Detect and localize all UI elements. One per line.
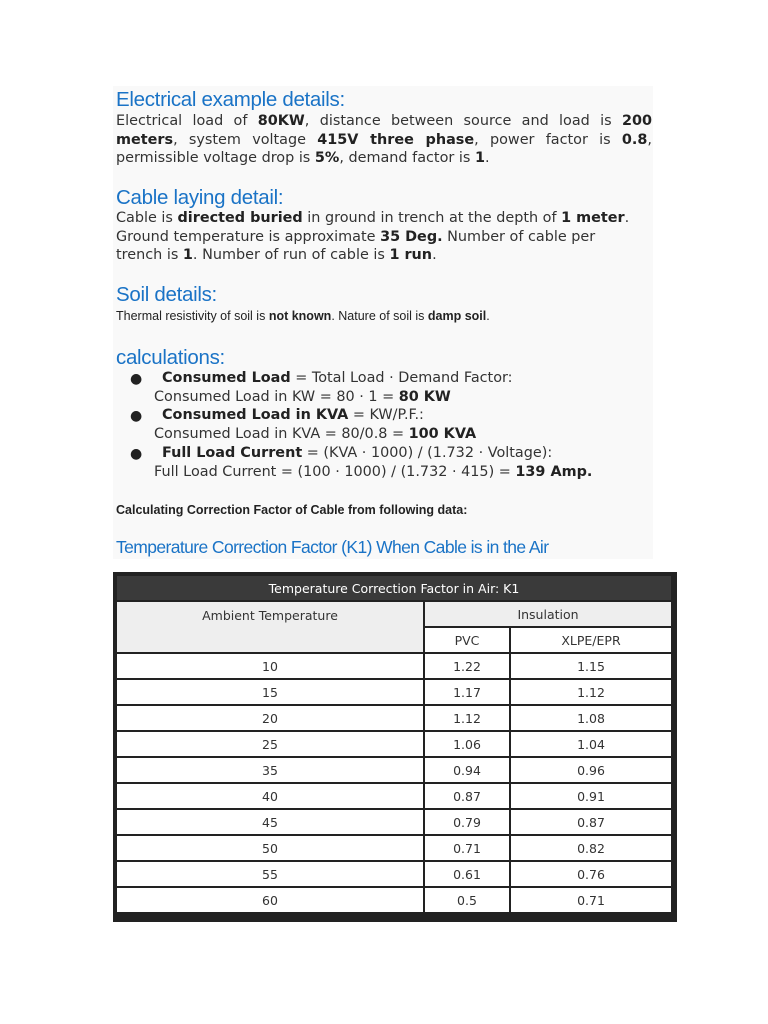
calc-item-3-line2 bbox=[154, 464, 592, 480]
table-row bbox=[117, 706, 671, 730]
bold-text: 415V three phase bbox=[317, 131, 475, 148]
bold-text: 80 KW bbox=[398, 389, 451, 405]
column-header-insulation: Insulation bbox=[425, 602, 671, 626]
bullet-icon: ● bbox=[130, 446, 143, 462]
calc-item-3-line1 bbox=[162, 445, 552, 461]
bullet-icon: ● bbox=[130, 408, 143, 424]
bold-text: Consumed Load in KVA bbox=[162, 407, 349, 423]
cell-xlpe: 1.12 bbox=[511, 680, 671, 704]
text-run: Consumed Load in KW = 80 · 1 = bbox=[154, 389, 399, 405]
table-row bbox=[117, 888, 671, 912]
bold-text: 1 bbox=[474, 150, 485, 166]
cell-xlpe: 0.71 bbox=[511, 888, 671, 912]
column-header-xlpe: XLPE/EPR bbox=[511, 628, 671, 652]
cell-ambient-temperature: 35 bbox=[117, 758, 423, 782]
text-run: , system voltage bbox=[173, 131, 318, 148]
cell-ambient-temperature: 50 bbox=[117, 836, 423, 860]
bold-text: 5% bbox=[314, 150, 340, 166]
bold-text: Full Load Current bbox=[162, 445, 303, 461]
bold-text: 1 run bbox=[389, 247, 433, 263]
bold-text: directed buried bbox=[177, 210, 303, 226]
cell-pvc: 1.22 bbox=[425, 654, 509, 678]
cell-ambient-temperature: 40 bbox=[117, 784, 423, 808]
soil-details-paragraph bbox=[116, 309, 490, 323]
cell-xlpe: 1.04 bbox=[511, 732, 671, 756]
text-run: , permissible voltage drop is bbox=[116, 131, 652, 166]
text-run: . Ground temperature is approximate bbox=[116, 210, 630, 245]
text-run: Full Load Current = (100 · 1000) / (1.732 · 415) = bbox=[154, 464, 516, 480]
text-run: Electrical load of bbox=[116, 113, 258, 129]
calc-item-2-line2 bbox=[154, 426, 476, 442]
bold-text: 139 Amp. bbox=[515, 464, 593, 480]
cell-pvc: 0.61 bbox=[425, 862, 509, 886]
cell-pvc: 1.17 bbox=[425, 680, 509, 704]
electrical-details-paragraph bbox=[116, 112, 652, 168]
bullet-icon: ● bbox=[130, 371, 143, 387]
cell-pvc: 0.79 bbox=[425, 810, 509, 834]
bold-text: 35 Deg. bbox=[380, 228, 443, 245]
bold-text: not known bbox=[268, 309, 332, 323]
heading-cable-laying: Cable laying detail: bbox=[116, 186, 284, 209]
cell-xlpe: 0.96 bbox=[511, 758, 671, 782]
table-row bbox=[117, 836, 671, 860]
cell-xlpe: 0.76 bbox=[511, 862, 671, 886]
bold-text: 80KW bbox=[257, 113, 305, 129]
cell-pvc: 0.71 bbox=[425, 836, 509, 860]
cell-xlpe: 1.15 bbox=[511, 654, 671, 678]
correction-factor-title: Calculating Correction Factor of Cable from following data: bbox=[116, 503, 468, 517]
cell-xlpe: 0.87 bbox=[511, 810, 671, 834]
text-run: = (KVA · 1000) / (1.732 · Voltage): bbox=[302, 445, 553, 461]
cell-ambient-temperature: 20 bbox=[117, 706, 423, 730]
heading-soil-details: Soil details: bbox=[116, 283, 217, 306]
column-header-pvc: PVC bbox=[425, 628, 509, 652]
bold-text: Consumed Load bbox=[162, 370, 291, 386]
table-row bbox=[117, 758, 671, 782]
text-run: . Number of run of cable is bbox=[192, 247, 390, 263]
text-run: Consumed Load in KVA = 80/0.8 = bbox=[154, 426, 409, 442]
text-run: Number of cable per trench is bbox=[116, 228, 596, 263]
cell-pvc: 1.12 bbox=[425, 706, 509, 730]
bold-text: damp soil bbox=[427, 309, 487, 323]
cell-ambient-temperature: 45 bbox=[117, 810, 423, 834]
calc-item-2-line1 bbox=[162, 407, 424, 423]
table-caption: Temperature Correction Factor in Air: K1 bbox=[117, 576, 671, 600]
cell-ambient-temperature: 15 bbox=[117, 680, 423, 704]
bold-text: 1 meter bbox=[561, 210, 625, 226]
text-run: in ground in trench at the depth of bbox=[302, 210, 562, 226]
table-row bbox=[117, 654, 671, 678]
bold-text: 100 KVA bbox=[408, 426, 477, 442]
table-row bbox=[117, 732, 671, 756]
cell-pvc: 0.5 bbox=[425, 888, 509, 912]
text-run: . bbox=[432, 247, 437, 263]
text-run: Cable is bbox=[116, 210, 178, 226]
text-run: = Total Load · Demand Factor: bbox=[290, 370, 513, 386]
heading-calculations: calculations: bbox=[116, 346, 225, 369]
text-run: Thermal resistivity of soil is bbox=[116, 309, 269, 323]
cell-xlpe: 0.91 bbox=[511, 784, 671, 808]
table-body bbox=[117, 654, 671, 912]
text-run: . Nature of soil is bbox=[331, 309, 428, 323]
cell-pvc: 1.06 bbox=[425, 732, 509, 756]
cell-ambient-temperature: 60 bbox=[117, 888, 423, 912]
text-run: , power factor is bbox=[474, 131, 622, 148]
cell-xlpe: 1.08 bbox=[511, 706, 671, 730]
text-run: , demand factor is bbox=[339, 150, 475, 166]
bold-text: 1 bbox=[182, 247, 193, 263]
text-run: , distance between source and load is bbox=[304, 113, 622, 129]
heading-k1-air: Temperature Correction Factor (K1) When Cable is in the Air bbox=[116, 537, 549, 557]
table-row bbox=[117, 784, 671, 808]
k1-table-grid bbox=[115, 574, 673, 914]
bold-text: 0.8 bbox=[621, 131, 648, 148]
heading-electrical-example: Electrical example details: bbox=[116, 88, 345, 111]
table-row bbox=[117, 680, 671, 704]
bold-text: 200 meters bbox=[116, 113, 652, 148]
cell-ambient-temperature: 55 bbox=[117, 862, 423, 886]
text-run: = KW/P.F.: bbox=[348, 407, 424, 423]
cell-ambient-temperature: 25 bbox=[117, 732, 423, 756]
calc-item-1-line1 bbox=[162, 370, 513, 386]
cell-pvc: 0.94 bbox=[425, 758, 509, 782]
text-run: . bbox=[484, 150, 490, 166]
calc-item-1-line2 bbox=[154, 389, 451, 405]
table-row bbox=[117, 862, 671, 886]
table-row bbox=[117, 810, 671, 834]
cable-laying-paragraph bbox=[116, 209, 636, 265]
cell-pvc: 0.87 bbox=[425, 784, 509, 808]
cell-ambient-temperature: 10 bbox=[117, 654, 423, 678]
k1-table bbox=[113, 572, 677, 922]
column-header-ambient-temperature: Ambient Temperature bbox=[117, 602, 423, 652]
cell-xlpe: 0.82 bbox=[511, 836, 671, 860]
text-run: . bbox=[486, 309, 490, 323]
